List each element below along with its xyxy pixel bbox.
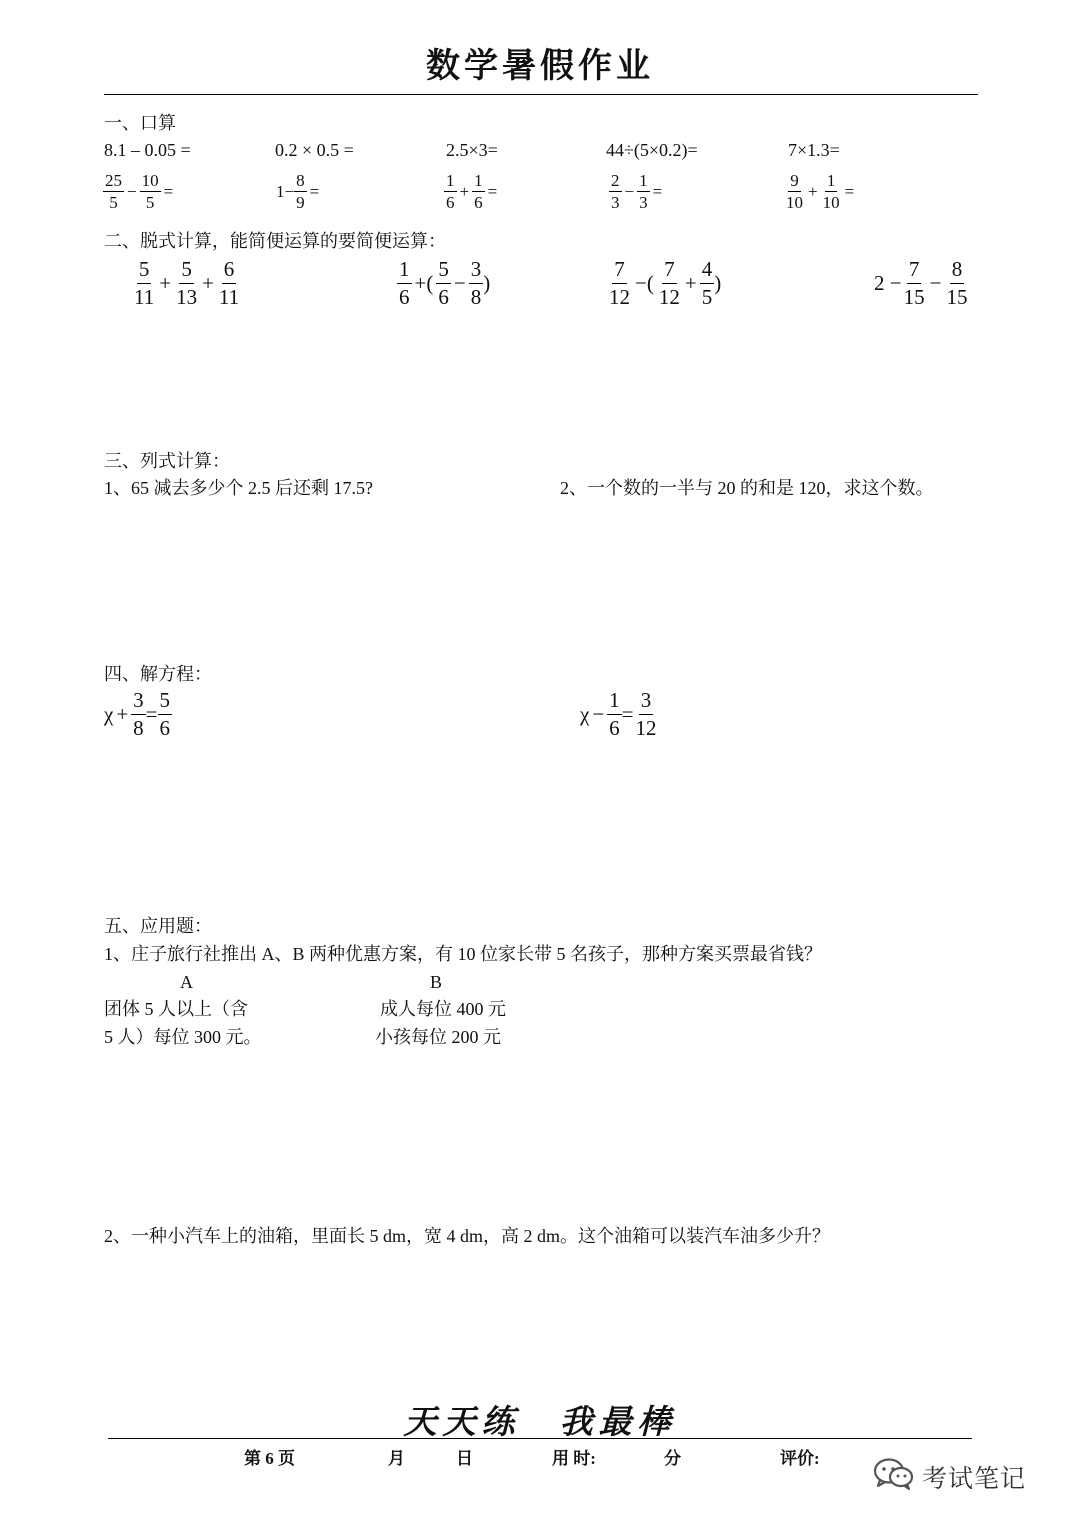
- step-calc-4: 2 − $\frac{7}{15}$ − $\frac{8}{15}$: [874, 257, 968, 309]
- footer-page-number: 第 6 页: [244, 1449, 295, 1468]
- section-3-heading: 三、列式计算：: [104, 451, 230, 471]
- fraction: $\frac{25}{5}$: [105, 171, 122, 212]
- fraction: $\frac{3}{12}$: [635, 688, 657, 740]
- fraction: $\frac{1}{10}$: [822, 171, 840, 212]
- fraction: $\frac{1}{3}$: [639, 171, 648, 212]
- fraction: $\frac{8}{15}$: [946, 257, 968, 309]
- application-question-2: 2、一种小汽车上的油箱，里面长 5 dm，宽 4 dm，高 2 dm。这个油箱可以装汽车油多少升？: [104, 1226, 830, 1246]
- footer-divider: [108, 1438, 972, 1439]
- fraction: $\frac{7}{12}$: [658, 257, 680, 309]
- fraction: $\frac{9}{10}$: [786, 171, 803, 212]
- fraction: $\frac{10}{5}$: [141, 171, 159, 212]
- fraction: $\frac{4}{5}$: [701, 257, 713, 309]
- fraction: $\frac{1}{6}$: [609, 688, 620, 740]
- fraction: $\frac{5}{11}$: [134, 257, 155, 309]
- plan-b-line-1: 成人每位 400 元: [380, 999, 506, 1019]
- footer-month: 月: [388, 1449, 405, 1468]
- fraction: $\frac{6}{11}$: [218, 257, 240, 309]
- oral-calc-5: 7×1.3=: [788, 140, 840, 160]
- watermark: [872, 1456, 1026, 1497]
- plan-b-label: B: [430, 972, 443, 992]
- plan-a-line-1: 团体 5 人以上（含: [104, 999, 248, 1019]
- fraction: $\frac{5}{6}$: [159, 688, 171, 740]
- wechat-icon: [872, 1456, 916, 1497]
- equation-2: χ − $\frac{1}{6}$ = $\frac{3}{12}$: [580, 688, 657, 740]
- application-question-1: 1、庄子旅行社推出 A、B 两种优惠方案，有 10 位家长带 5 名孩子，那种方案买票最省钱？: [104, 944, 823, 964]
- fraction: $\frac{7}{15}$: [903, 257, 925, 309]
- title-divider: [104, 94, 978, 95]
- word-calc-1: 1、65 减去多少个 2.5 后还剩 17.5?: [104, 478, 373, 498]
- footer-day: 日: [456, 1449, 473, 1468]
- fraction: $\frac{1}{6}$: [399, 257, 410, 309]
- oral-frac-2: 1− $\frac{8}{9}$ =: [276, 171, 320, 212]
- footer-minutes: 分: [664, 1449, 681, 1468]
- watermark-text: 考试笔记: [922, 1463, 1027, 1493]
- equation-1: χ + $\frac{3}{8}$ = $\frac{5}{6}$: [104, 688, 171, 740]
- fraction: $\frac{7}{12}$: [609, 257, 630, 309]
- fraction: $\frac{1}{6}$: [446, 171, 455, 212]
- oral-calc-4: 44÷(5×0.2)=: [606, 140, 698, 160]
- footer-slogan: 天天练 我最棒: [403, 1405, 677, 1441]
- plan-b-line-2: 小孩每位 200 元: [375, 1027, 501, 1047]
- section-5-heading: 五、应用题：: [104, 916, 212, 936]
- fraction: $\frac{3}{8}$: [470, 257, 482, 309]
- oral-calc-1: 8.1 – 0.05 =: [104, 140, 191, 160]
- oral-calc-3: 2.5×3=: [446, 140, 498, 160]
- fraction: $\frac{5}{13}$: [176, 257, 198, 309]
- fraction: $\frac{1}{6}$: [474, 171, 483, 212]
- word-calc-2: 2、一个数的一半与 20 的和是 120，求这个数。: [560, 478, 934, 498]
- fraction: $\frac{3}{8}$: [133, 688, 144, 740]
- oral-frac-5: $\frac{9}{10}$ + $\frac{1}{10}$ =: [786, 171, 855, 212]
- oral-frac-3: $\frac{1}{6}$ + $\frac{1}{6}$ =: [446, 171, 498, 212]
- section-4-heading: 四、解方程：: [104, 664, 212, 684]
- step-calc-2: $\frac{1}{6}$ +( $\frac{5}{6}$ − $\frac{3}{8}$ ): [399, 257, 491, 309]
- step-calc-3: $\frac{7}{12}$ −( $\frac{7}{12}$ + $\frac{4}{5}$ ): [609, 257, 722, 309]
- fraction: $\frac{2}{3}$: [611, 171, 620, 212]
- section-2-heading: 二、脱式计算，能简便运算的要简便运算：: [104, 231, 446, 251]
- oral-frac-1: $\frac{25}{5}$ − $\frac{10}{5}$ =: [105, 171, 174, 212]
- page-title: 数学暑假作业: [426, 48, 654, 85]
- oral-frac-4: $\frac{2}{3}$ − $\frac{1}{3}$ =: [611, 171, 663, 212]
- plan-a-label: A: [180, 972, 193, 992]
- footer-time-used: 用 时:: [552, 1449, 596, 1468]
- section-1-heading: 一、口算: [104, 113, 176, 133]
- step-calc-1: $\frac{5}{11}$ + $\frac{5}{13}$ + $\frac{6}{11}$: [134, 257, 240, 309]
- oral-calc-2: 0.2 × 0.5 =: [275, 140, 354, 160]
- fraction: $\frac{8}{9}$: [296, 171, 305, 212]
- fraction: $\frac{5}{6}$: [438, 257, 449, 309]
- footer-rating: 评价:: [780, 1449, 820, 1468]
- plan-a-line-2: 5 人）每位 300 元。: [104, 1027, 262, 1047]
